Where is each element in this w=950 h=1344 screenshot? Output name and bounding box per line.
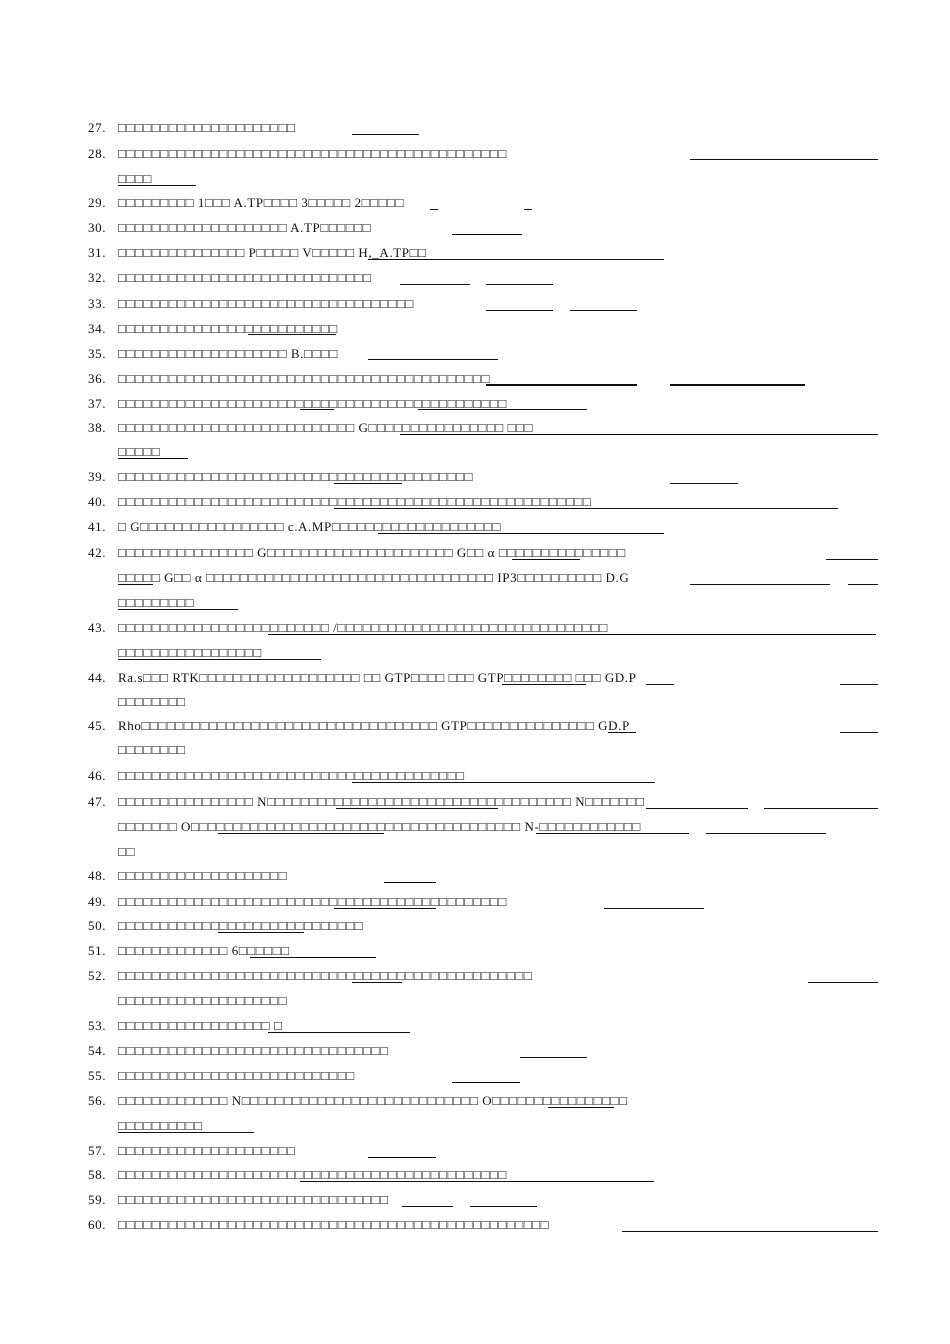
- question-30: 30. □□□□□□□□□□□□□□□□□□□□ A.TP□□□□□□: [88, 220, 372, 235]
- question-46: 46. □□□□□□□□□□□□□□□□□□□□□□□□□□□□□□□□□□□□□□□□□: [88, 768, 465, 783]
- question-53: 53. □□□□□□□□□□□□□□□□□□ □: [88, 1018, 283, 1033]
- question-47-continuation: □□□□□□□ O□□□□□□□□□□□□□□□□□□□□□□□□□□□□□□□□□□□□□□□ N-□□□□□□□□□□□□: [118, 819, 641, 834]
- question-29: 29. □□□□□□□□□ 1□□□ A.TP□□□□ 3□□□□□ 2□□□□□: [88, 195, 404, 210]
- answer-blank: [400, 434, 878, 435]
- question-44-continuation: □□□□□□□□: [118, 694, 186, 709]
- answer-blank: [486, 384, 637, 386]
- question-52: 52. □□□□□□□□□□□□□□□□□□□□□□□□□□□□□□□□□□□□□□□□□□□□□□□□□: [88, 968, 533, 983]
- answer-blank: [486, 284, 553, 285]
- answer-blank: [690, 159, 878, 160]
- answer-blank: [334, 908, 436, 909]
- question-41: 41. □ G□□□□□□□□□□□□□□□□□ c.A.MP□□□□□□□□□□□□□□□□□□□□: [88, 519, 501, 534]
- answer-blank: [352, 782, 655, 783]
- answer-blank: [808, 982, 878, 983]
- question-43-continuation: □□□□□□□□□□□□□□□□□: [118, 645, 262, 660]
- answer-blank: [336, 808, 498, 809]
- answer-blank: [520, 1057, 587, 1058]
- answer-blank: [218, 932, 304, 933]
- answer-blank: [670, 483, 738, 484]
- question-38: 38. □□□□□□□□□□□□□□□□□□□□□□□□□□□□ G□□□□□□□□□□□□□□□□ □□□: [88, 420, 533, 435]
- answer-blank: [268, 1032, 410, 1033]
- question-56-continuation: □□□□□□□□□□: [118, 1118, 203, 1133]
- question-43: 43. □□□□□□□□□□□□□□□□□□□□□□□□□ /□□□□□□□□□□□□□□□□□□□□□□□□□□□□□□□□: [88, 620, 608, 635]
- question-42: 42. □□□□□□□□□□□□□□□□ G□□□□□□□□□□□□□□□□□□□□□□ G□□ α □□□□□□□□□□□□□□□: [88, 545, 626, 560]
- question-35: 35. □□□□□□□□□□□□□□□□□□□□ B.□□□□: [88, 346, 338, 361]
- answer-blank: [502, 684, 586, 685]
- answer-blank: [690, 584, 830, 585]
- answer-blank: [334, 483, 402, 484]
- question-60: 60. □□□□□□□□□□□□□□□□□□□□□□□□□□□□□□□□□□□□□□□□□□□□□□□□□□□: [88, 1217, 550, 1232]
- question-31: 31. □□□□□□□□□□□□□□□ P□□□□□ V□□□□□ H,_A.TP□□: [88, 245, 427, 260]
- answer-blank: [670, 384, 805, 386]
- question-57: 57. □□□□□□□□□□□□□□□□□□□□□: [88, 1143, 296, 1158]
- answer-blank: [334, 508, 838, 509]
- answer-blank: [118, 659, 321, 660]
- question-45: 45. Rho□□□□□□□□□□□□□□□□□□□□□□□□□□□□□□□□□□□ GTP□□□□□□□□□□□□□□□ GD.P: [88, 718, 630, 733]
- question-44: 44. Ra.s□□□ RTK□□□□□□□□□□□□□□□□□□□ □□ GTP□□□□ □□□ GTP□□□□□□□□ □□□ GD.P: [88, 670, 637, 685]
- question-28-continuation: □□□□: [118, 171, 152, 186]
- answer-blank: [548, 1107, 614, 1108]
- answer-blank: [706, 833, 826, 834]
- answer-blank: [486, 310, 553, 311]
- answer-blank: [352, 134, 419, 135]
- question-51: 51. □□□□□□□□□□□□□ 6□□□□□□: [88, 943, 290, 958]
- answer-blank: [840, 732, 878, 733]
- question-59: 59. □□□□□□□□□□□□□□□□□□□□□□□□□□□□□□□□: [88, 1192, 389, 1207]
- answer-blank: [250, 957, 376, 958]
- answer-blank: [248, 334, 336, 335]
- answer-blank: [118, 584, 153, 585]
- answer-blank: [452, 234, 522, 235]
- answer-blank: [118, 458, 188, 459]
- answer-blank: [764, 808, 878, 809]
- question-32: 32. □□□□□□□□□□□□□□□□□□□□□□□□□□□□□□: [88, 270, 372, 285]
- answer-blank: [622, 1231, 878, 1232]
- answer-blank: [570, 310, 637, 311]
- answer-blank: [118, 609, 238, 610]
- answer-blank: [608, 732, 636, 733]
- answer-blank: [384, 882, 436, 883]
- answer-blank: [826, 559, 878, 560]
- question-47-continuation-2: □□: [118, 844, 135, 859]
- answer-blank: [512, 559, 580, 560]
- question-42-continuation: □□□□□ G□□ α □□□□□□□□□□□□□□□□□□□□□□□□□□□□□□□□□□ IP3□□□□□□□□□□ D.G: [118, 570, 630, 585]
- answer-blank: [646, 808, 748, 809]
- answer-blank: [452, 1082, 520, 1083]
- question-52-continuation: □□□□□□□□□□□□□□□□□□□□: [118, 993, 288, 1008]
- question-42-continuation-2: □□□□□□□□□: [118, 595, 195, 610]
- answer-blank: [378, 533, 664, 534]
- question-27: 27. □□□□□□□□□□□□□□□□□□□□□: [88, 120, 296, 135]
- question-28: 28. □□□□□□□□□□□□□□□□□□□□□□□□□□□□□□□□□□□□□□□□□□□□□□: [88, 146, 507, 161]
- answer-blank: [368, 359, 498, 360]
- question-48: 48. □□□□□□□□□□□□□□□□□□□□: [88, 868, 288, 883]
- answer-blank: [536, 833, 689, 834]
- question-36: 36. □□□□□□□□□□□□□□□□□□□□□□□□□□□□□□□□□□□□□□□□□□□□: [88, 371, 490, 386]
- question-50: 50. □□□□□□□□□□□□□□□□□□□□□□□□□□□□□: [88, 918, 364, 933]
- question-33: 33. □□□□□□□□□□□□□□□□□□□□□□□□□□□□□□□□□□□: [88, 296, 414, 311]
- question-47: 47. □□□□□□□□□□□□□□□□ N□□□□□□□□□□□□□□□□□□□□□□□□□□□□□□□□□□□□ N□□□□□□□: [88, 794, 645, 809]
- answer-blank: [848, 584, 878, 585]
- question-58: 58. □□□□□□□□□□□□□□□□□□□□□□□□□□□□□□□□□□□□□□□□□□□□□□: [88, 1167, 507, 1182]
- question-49: 49. □□□□□□□□□□□□□□□□□□□□□□□□□□□□□□□□□□□□□□□□□□□□□□: [88, 894, 507, 909]
- question-56: 56. □□□□□□□□□□□□□ N□□□□□□□□□□□□□□□□□□□□□□□□□□□□ O□□□□□□□□□□□□□□□□: [88, 1093, 628, 1108]
- answer-blank: [118, 185, 196, 186]
- question-38-continuation: □□□□□: [118, 444, 161, 459]
- answer-blank: [118, 1132, 254, 1133]
- answer-blank: [268, 634, 876, 635]
- answer-blank: [218, 833, 384, 834]
- answer-blank: [470, 1206, 537, 1207]
- answer-blank: [400, 284, 470, 285]
- question-39: 39. □□□□□□□□□□□□□□□□□□□□□□□□□□□□□□□□□□□□□□□□□□: [88, 469, 473, 484]
- answer-blank: [840, 684, 878, 685]
- answer-blank: [352, 982, 402, 983]
- answer-blank: [368, 259, 664, 260]
- question-37: 37. □□□□□□□□□□□□□□□□□□□□□□□□□□□□□□□□□□□□□□□□□□□□□□: [88, 396, 507, 411]
- question-40: 40. □□□□□□□□□□□□□□□□□□□□□□□□□□□□□□□□□□□□□□□□□□□□□□□□□□□□□□□□: [88, 494, 592, 509]
- answer-blank: [418, 409, 587, 410]
- answer-blank: [604, 908, 704, 909]
- answer-blank: [646, 684, 674, 685]
- answer-blank: [524, 209, 532, 210]
- question-45-continuation: □□□□□□□□: [118, 742, 186, 757]
- answer-blank: [368, 1157, 436, 1158]
- answer-blank: [430, 209, 438, 210]
- answer-blank: [300, 409, 334, 410]
- question-54: 54. □□□□□□□□□□□□□□□□□□□□□□□□□□□□□□□□: [88, 1043, 389, 1058]
- question-55: 55. □□□□□□□□□□□□□□□□□□□□□□□□□□□□: [88, 1068, 355, 1083]
- question-34: 34. □□□□□□□□□□□□□□□□□□□□□□□□□□: [88, 321, 338, 336]
- answer-blank: [402, 1206, 453, 1207]
- answer-blank: [300, 1181, 654, 1182]
